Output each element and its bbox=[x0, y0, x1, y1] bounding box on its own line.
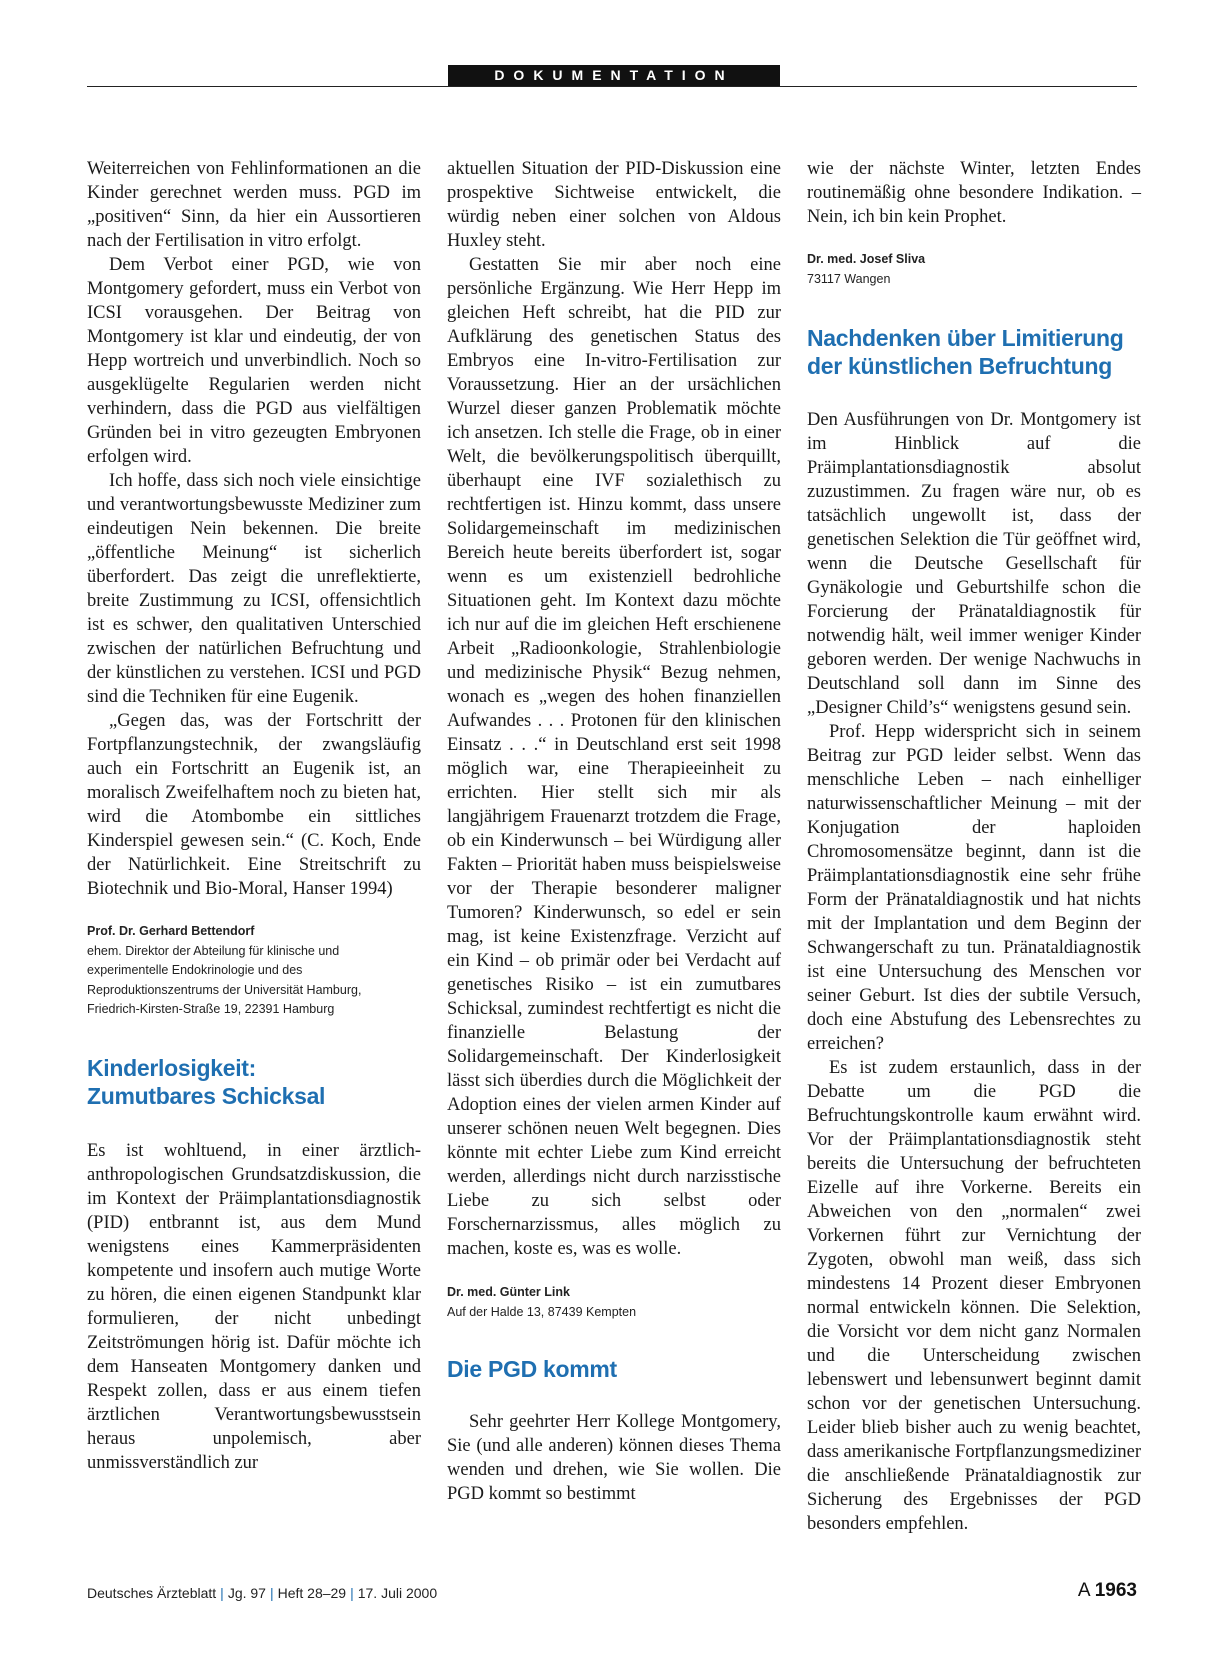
paragraph: Sehr geehrter Herr Kollege Montgomery, Sie (und alle anderen) können dieses Thema wenden und drehen, wie Sie wollen. Die PGD kommt so bestimmt bbox=[447, 1412, 781, 1504]
author-affiliation: experimentelle Endokrinologie und des bbox=[87, 963, 303, 977]
author-name: Dr. med. Günter Link bbox=[447, 1285, 570, 1299]
paragraph: „Gegen das, was der Fortschritt der Fortpflanzungstechnik, der zwangsläufig auch ein Fortschritt an Eugenik ist, an moralisch Zweifelhaftem noch zu bieten hat, wird die Atombombe ein sittliches Kinderspiel gewesen sein.“ (C. Koch, Ende der Natürlichkeit. Eine Streitschrift zu Biotechnik und Bio-Moral, Hanser 1994) bbox=[87, 711, 421, 899]
paragraph: Ich hoffe, dass sich noch viele einsichtige und verantwortungsbewusste Mediziner zum eindeutigen Nein bekennen. Die breite „öffentliche Meinung“ ist sicherlich überfordert. Das zeigt die unreflektierte, breite Zustimmung zu ICSI, offensichtlich ist es schwer, den qualitativen Unterschied zwischen der natürlichen Befruchtung und der künstlichen zu verstehen. ICSI und PGD sind die Techniken für eine Eugenik. bbox=[87, 471, 421, 707]
author-affiliation: Reproduktionszentrums der Universität Hamburg, bbox=[87, 982, 362, 997]
paragraph: Dem Verbot einer PGD, wie von Montgomery gefordert, muss ein Verbot von ICSI vorausgehen. Der Beitrag von Montgomery ist klar und eindeutig, der von Hepp wortreich und unverbindlich. Noch so ausgeklügelte Regularien werden nicht verhindern, dass die PGD aus vielfältigen Gründen bei in vitro gezeugten Embryonen erfolgen wird. bbox=[87, 255, 421, 467]
page-prefix: A bbox=[1077, 1580, 1090, 1601]
paragraph: Den Ausführungen von Dr. Montgomery ist im Hinblick auf die Präimplantationsdiagnostik absolut zuzustimmen. Zu fragen wäre nur, ob es tatsächlich ungewollt ist, dass der genetischen Selektion die Tür geöffnet wird, wenn die Deutsche Gesellschaft für Gynäkologie und Geburtshilfe schon die Forcierung der Pränataldiagnostik für notwendig hält, weil immer weniger Kinder geboren werden. Der wenige Nachwuchs in Deutschland soll dann im Sinne des „Designer Child’s“ wenigstens gesund sein. bbox=[807, 410, 1141, 718]
header-rule bbox=[87, 86, 1137, 87]
paragraph: Es ist zudem erstaunlich, dass in der Debatte um die PGD die Befruchtungskontrolle kaum erwähnt wird. Vor der Präimplantationsdiagnostik steht bereits die Untersuchung der befruchteten Eizelle auf ihre Vorkerne. Bereits ein Abweichen von den „normalen“ zwei Vorkernen führt zur Vernichtung der Zygoten, obwohl man weiß, dass sich mindestens 14 Prozent dieser Embryonen normal entwickeln können. Die Selektion, die Vorsicht vor dem nicht ganz Normalen und die Unterscheidung zwischen lebenswert und lebensunwert beginnt damit schon vor der genetischen Untersuchung. Leider blieb bisher auch zu wenig beachtet, dass amerikanische Fortpflanzungsmediziner die anschließende Pränataldiagnostik zur Sicherung des Ergebnisses der PGD besonders empfehlen. bbox=[807, 1058, 1141, 1534]
author-address: 73117 Wangen bbox=[807, 271, 891, 286]
paragraph: aktuellen Situation der PID-Diskussion eine prospektive Sichtweise entwickelt, die würdig neben einer solchen von Aldous Huxley steht. bbox=[447, 159, 781, 251]
issue-date: 17. Juli 2000 bbox=[357, 1585, 438, 1601]
column-1 bbox=[87, 157, 421, 1475]
paragraph: Gestatten Sie mir aber noch eine persönliche Ergänzung. Wie Herr Hepp im gleichen Heft schreibt, hat die PID zur Aufklärung des genetischen Status des Embryos eine In-vitro-Fertilisation zur Voraussetzung. Hier an der ursächlichen Wurzel dieser ganzen Problematik möchte ich ansetzen. Ich stelle die Frage, ob in einer Welt, die bevölkerungspolitisch überquillt, überhaupt eine IVF sozialethisch zu rechtfertigen ist. Hinzu kommt, dass unsere Solidargemeinschaft im medizinischen Bereich heute bereits überfordert ist, sogar wenn es um existenziell bedrohliche Situationen geht. Im Kontext dazu möchte ich nur auf die im gleichen Heft erschienene Arbeit „Radioonkologie, Strahlenbiologie und medizinische Physik“ Bezug nehmen, wonach es „wegen des hohen finanziellen Aufwandes . . . Protonen für den klinischen Einsatz . . .“ in Deutschland erst seit 1998 möglich war, eine Therapieeinheit zu errichten. Hier stellt sich mir als langjährigem Frauenarzt trotzdem die Frage, ob ein Kinderwunsch – bei Würdigung aller Fakten – Priorität haben muss beispielsweise vor der Therapie besonderer maligner Tumoren? Kinderwunsch, so edel er sein mag, ist keine Existenzfrage. Verzicht auf ein Kind – ob primär oder bei Verdacht auf genetisches Risiko – ist ein zumutbares Schicksal, zumindest rechtfertigt es nicht die finanzielle Belastung der Solidargemeinschaft. Der Kinderlosigkeit lässt sich überdies durch die Möglichkeit der Adoption eines der vielen armen Kinder auf unserer schönen neuen Welt begegnen. Dies könnte mit echter Liebe zum Kind erreicht werden, allerdings nicht durch narzisstische Liebe zu sich selbst oder Forschernarzissmus, alles möglich zu machen, koste es, was es wolle. bbox=[447, 255, 781, 1259]
paragraph: Prof. Hepp widerspricht sich in seinem Beitrag zur PGD leider selbst. Wenn das menschliche Leben – nach einhelliger naturwissenschaftlicher Meinung – mit der Konjugation der haploiden Chromosomensätze beginnt, dann ist die Präimplantationsdiagnostik eine sehr frühe Form der Pränataldiagnostik und hat nichts mit der Implantation und dem Beginn der Schwangerschaft zu tun. Pränataldiagnostik ist eine Untersuchung des Menschen vor seiner Geburt. Ist dies der subtile Versuch, doch eine Abstufung des Lebensrechtes zu erreichen? bbox=[807, 722, 1141, 1054]
author-address: Friedrich-Kirsten-Straße 19, 22391 Hamburg bbox=[87, 1002, 335, 1016]
author-name: Dr. med. Josef Sliva bbox=[807, 252, 926, 266]
page-footer bbox=[87, 1585, 1137, 1601]
separator: | bbox=[350, 1585, 354, 1601]
paragraph: Weiterreichen von Fehlinformationen an die Kinder gerechnet werden muss. PGD im „positiven“ Sinn, da hier ein Aussortieren nach der Fertilisation in vitro erfolgt. bbox=[87, 159, 421, 251]
article-heading bbox=[87, 1054, 421, 1110]
author-name: Prof. Dr. Gerhard Bettendorf bbox=[87, 924, 255, 938]
heading-line: Zumutbares Schicksal bbox=[87, 1082, 326, 1109]
paragraph: wie der nächste Winter, letzten Endes routinemäßig ohne besondere Indikation. – Nein, ich bin kein Prophet. bbox=[807, 159, 1141, 227]
page-number-value: 1963 bbox=[1094, 1580, 1137, 1601]
page-number bbox=[1078, 1580, 1137, 1602]
column-3 bbox=[807, 157, 1141, 1536]
author-signature bbox=[447, 1283, 781, 1322]
author-signature bbox=[807, 250, 1141, 289]
section-label: DOKUMENTATION bbox=[448, 65, 780, 86]
separator: | bbox=[269, 1585, 274, 1601]
heading-line: der künstlichen Befruchtung bbox=[807, 353, 1112, 379]
journal-name: Deutsches Ärzteblatt bbox=[87, 1585, 217, 1601]
journal-issue: Heft 28–29 bbox=[277, 1585, 347, 1601]
separator: | bbox=[220, 1585, 224, 1601]
author-affiliation: ehem. Direktor der Abteilung für klinische und bbox=[87, 943, 340, 958]
article-heading: Die PGD kommt bbox=[447, 1356, 617, 1382]
heading-line: Nachdenken über Limitierung bbox=[807, 325, 1124, 351]
author-address: Auf der Halde 13, 87439 Kempten bbox=[447, 1304, 637, 1319]
article-heading bbox=[807, 324, 1141, 380]
heading-line: Kinderlosigkeit: bbox=[87, 1054, 257, 1081]
column-2 bbox=[447, 157, 781, 1506]
author-signature bbox=[87, 922, 421, 1020]
paragraph: Es ist wohltuend, in einer ärztlich-anthropologischen Grundsatzdiskussion, die im Kontext der Präimplantationsdiagnostik (PID) entbrannt ist, aus dem Mund wenigstens eines Kammerpräsidenten kompetente und insofern auch mutige Worte zu hören, die einen eigenen Standpunkt klar formulieren, der nicht unbedingt Zeitströmungen hörig ist. Dafür möchte ich dem Hanseaten Montgomery danken und Respekt zollen, dass er aus einem tiefen ärztlichen Verantwortungsbewusstsein heraus unpolemisch, aber unmissverständlich zur bbox=[87, 1140, 421, 1473]
journal-volume: Jg. 97 bbox=[227, 1585, 266, 1601]
